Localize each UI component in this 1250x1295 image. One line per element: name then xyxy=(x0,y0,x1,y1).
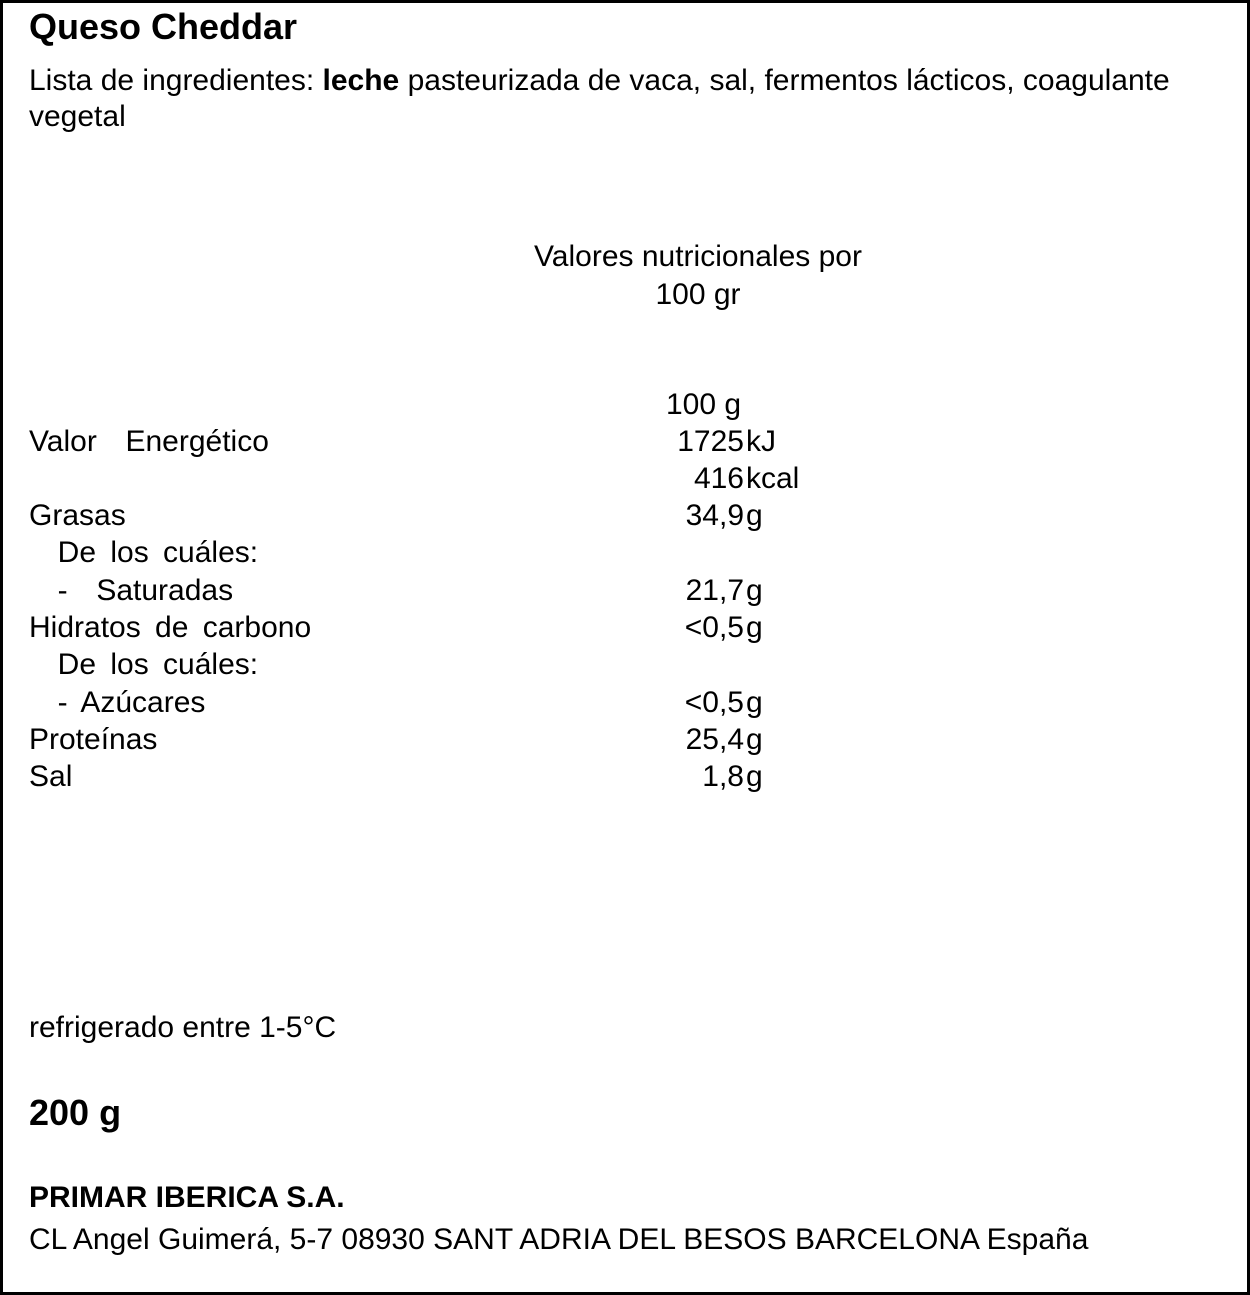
nutrient-unit: kcal xyxy=(746,462,800,495)
nutrition-row xyxy=(29,499,829,536)
nutrient-value: 21,7 xyxy=(685,574,744,607)
nutrition-heading-line2: 100 gr xyxy=(655,278,741,311)
nutrient-value: 25,4 xyxy=(685,723,744,756)
storage-instructions: refrigerado entre 1-5°C xyxy=(29,1011,337,1044)
nutrient-unit: g xyxy=(746,686,763,719)
nutrient-unit: g xyxy=(746,574,763,607)
ingredients-list xyxy=(29,63,1179,135)
nutrient-name: Sal xyxy=(29,760,73,793)
nutrient-name: De los cuáles: xyxy=(29,536,259,569)
nutrient-value: 1725 xyxy=(677,425,744,458)
net-weight: 200 g xyxy=(29,1092,122,1133)
nutrient-name: Grasas xyxy=(29,499,126,532)
nutrient-name: Proteínas xyxy=(29,723,158,756)
nutrient-unit: g xyxy=(746,723,763,756)
nutrition-row xyxy=(29,425,829,462)
nutrition-row xyxy=(29,611,829,648)
nutrition-row xyxy=(29,723,829,760)
nutrient-unit: g xyxy=(746,611,763,644)
ingredients-prefix: Lista de ingredientes: xyxy=(29,64,323,97)
nutrition-heading xyxy=(473,238,923,314)
nutrient-value: <0,5 xyxy=(684,686,744,719)
nutrition-row xyxy=(29,760,829,797)
nutrition-row xyxy=(29,462,829,499)
nutrition-column-header: 100 g xyxy=(666,388,742,421)
nutrient-name: - Azúcares xyxy=(29,686,206,719)
nutrient-value: 34,9 xyxy=(685,499,744,532)
product-name: Queso Cheddar xyxy=(29,6,298,47)
nutrient-unit: g xyxy=(746,760,763,793)
nutrient-name: - Saturadas xyxy=(29,574,234,607)
nutrient-unit: g xyxy=(746,499,763,532)
nutrient-name: Hidratos de carbono xyxy=(29,611,312,644)
ingredients-rest: pasteurizada de vaca, sal, fermentos lácticos, coagulante vegetal xyxy=(29,64,1170,133)
ingredients-allergen: leche xyxy=(322,64,400,97)
nutrient-name: Valor Energético xyxy=(29,425,269,458)
nutrition-row xyxy=(29,648,829,685)
manufacturer-address: CL Angel Guimerá, 5-7 08930 SANT ADRIA DEL BESOS BARCELONA España xyxy=(29,1223,1089,1256)
nutrition-heading-line1: Valores nutricionales por xyxy=(534,240,862,273)
nutrient-unit: kJ xyxy=(746,425,776,458)
nutrition-row xyxy=(29,574,829,611)
nutrient-value: <0,5 xyxy=(684,611,744,644)
nutrition-row xyxy=(29,536,829,573)
nutrition-row xyxy=(29,686,829,723)
nutrient-value: 416 xyxy=(693,462,744,495)
manufacturer-name: PRIMAR IBERICA S.A. xyxy=(29,1181,345,1214)
nutrient-name: De los cuáles: xyxy=(29,648,259,681)
nutrient-value: 1,8 xyxy=(702,760,744,793)
